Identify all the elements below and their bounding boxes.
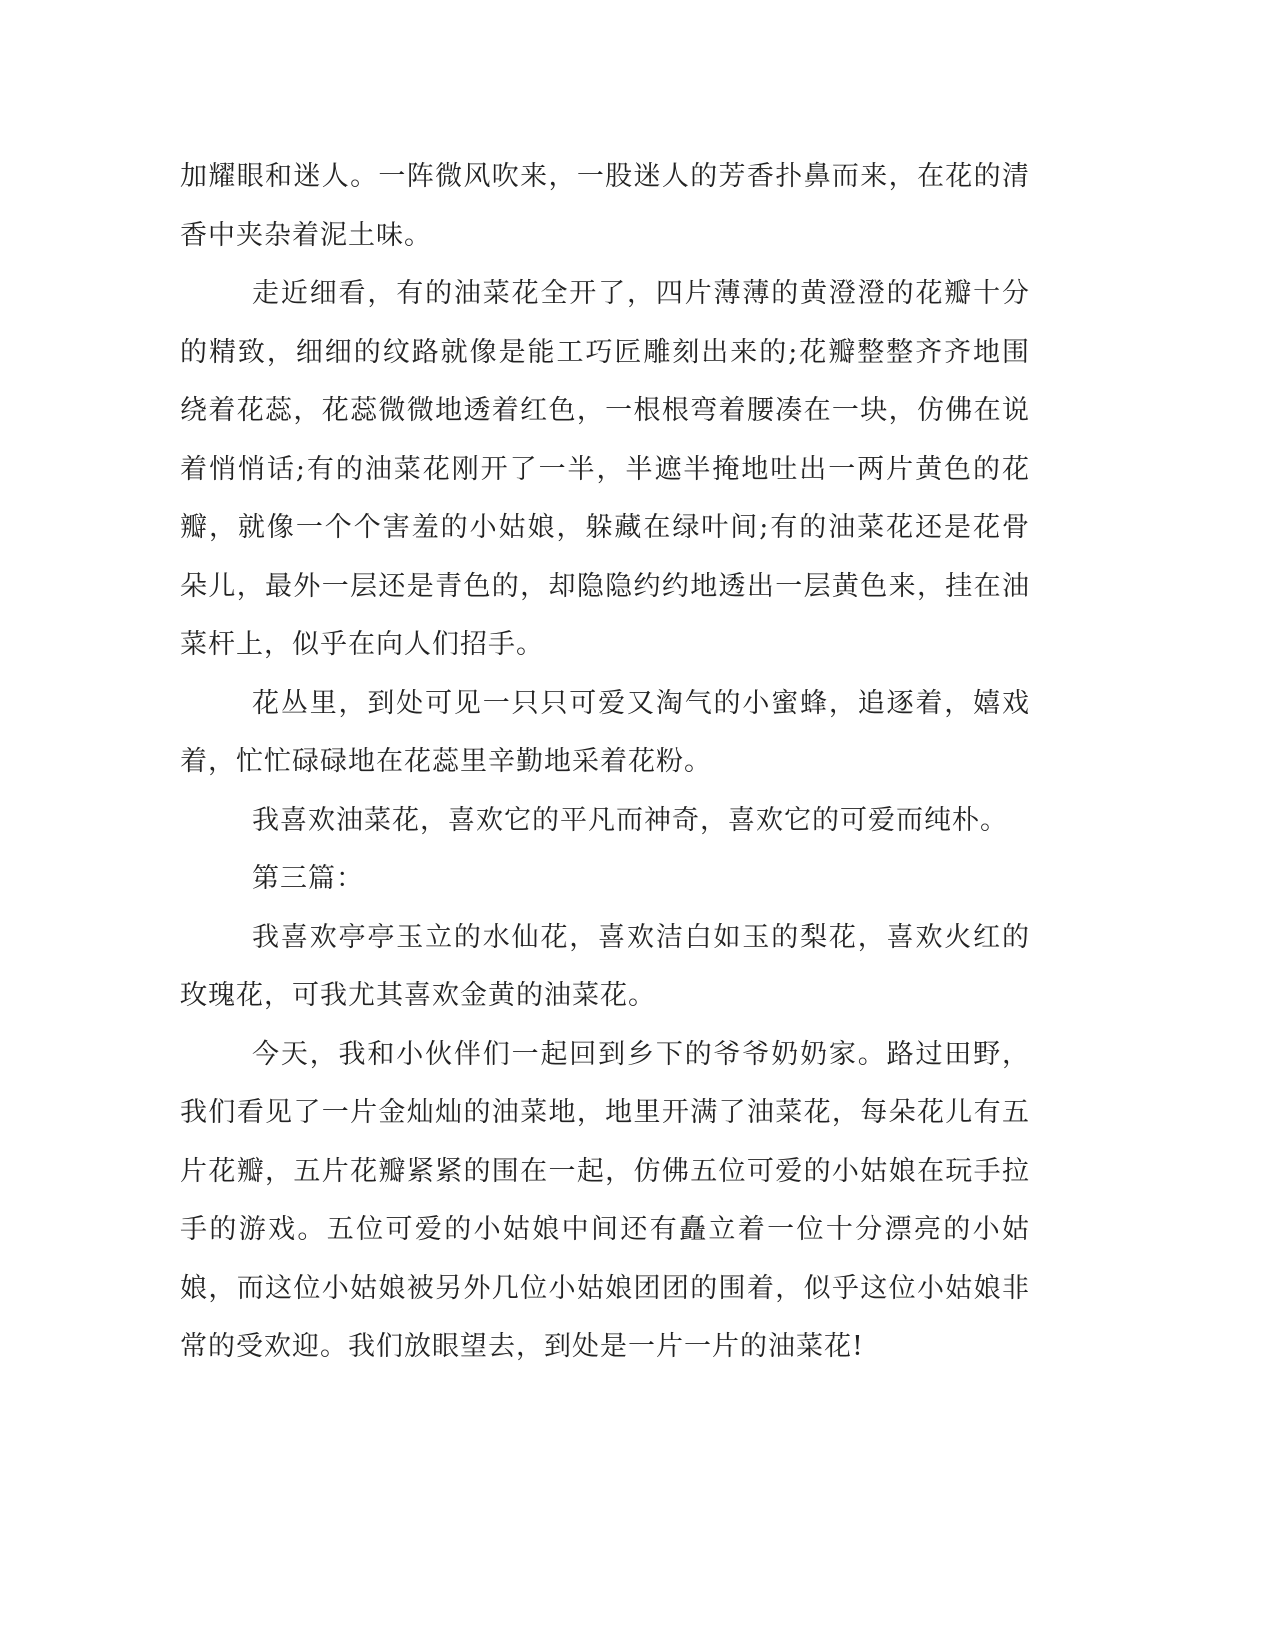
paragraph-countryside-visit: 今天，我和小伙伴们一起回到乡下的爷爷奶奶家。路过田野，我们看见了一片金灿灿的油菜地，地里开满了油菜花，每朵花儿有五片花瓣，五片花瓣紧紧的围在一起，仿佛五位可爱的小姑娘在玩手拉手的游戏。五位可爱的小姑娘中间还有矗立着一位十分漂亮的小姑娘，而这位小姑娘被另外几位小姑娘团团的围着，似乎这位小姑娘非常的受欢迎。我们放眼望去，到处是一片一片的油菜花! bbox=[180, 1038, 1030, 1362]
paragraph-favorite-flowers: 我喜欢亭亭玉立的水仙花，喜欢洁白如玉的梨花，喜欢火红的玫瑰花，可我尤其喜欢金黄的油菜花。 bbox=[180, 921, 1030, 1011]
paragraph-close-look: 走近细看，有的油菜花全开了，四片薄薄的黄澄澄的花瓣十分的精致，细细的纹路就像是能工巧匠雕刻出来的;花瓣整整齐齐地围绕着花蕊，花蕊微微地透着红色，一根根弯着腰凑在一块，仿佛在说着悄悄话;有的油菜花刚开了一半，半遮半掩地吐出一两片黄色的花瓣，就像一个个害羞的小姑娘，躲藏在绿叶间;有的油菜花还是花骨朵儿，最外一层还是青色的，却隐隐约约地透出一层黄色来，挂在油菜杆上，似乎在向人们招手。 bbox=[180, 278, 1030, 660]
paragraph-conclusion: 我喜欢油菜花，喜欢它的平凡而神奇，喜欢它的可爱而纯朴。 bbox=[252, 804, 1008, 836]
section-heading-part-three: 第三篇： bbox=[252, 863, 364, 894]
document-page bbox=[180, 148, 1030, 1377]
paragraph-continuation: 加耀眼和迷人。一阵微风吹来，一股迷人的芳香扑鼻而来，在花的清香中夹杂着泥土味。 bbox=[180, 161, 1030, 251]
paragraph-bees: 花丛里，到处可见一只只可爱又淘气的小蜜蜂，追逐着，嬉戏着，忙忙碌碌地在花蕊里辛勤地采着花粉。 bbox=[180, 687, 1030, 777]
